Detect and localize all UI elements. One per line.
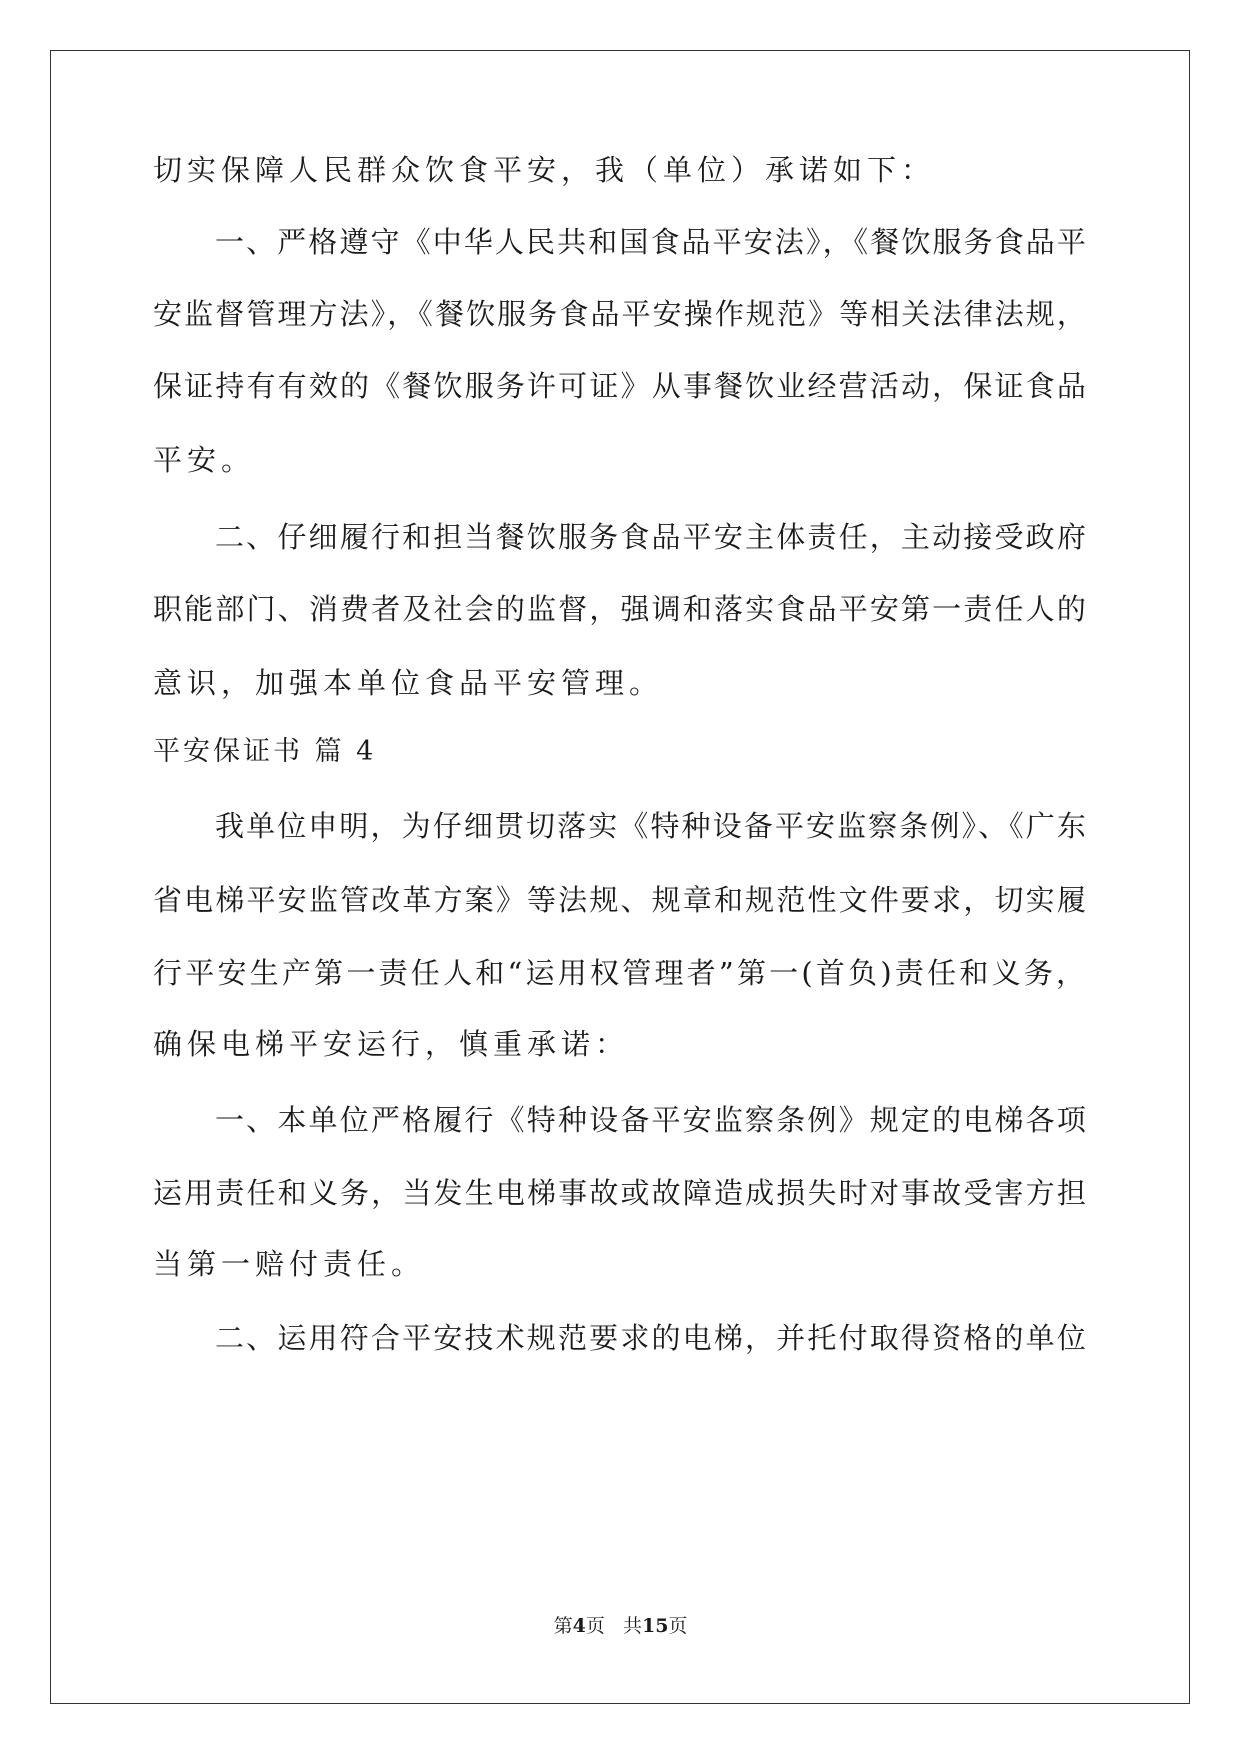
paragraph-line: 省电梯平安监管改革方案》等法规、规章和规范性文件要求，切实履 <box>153 883 1089 917</box>
paragraph-line: 行平安生产第一责任人和“运用权管理者”第一(首负)责任和义务， <box>153 956 1089 990</box>
paragraph-line: 运用责任和义务，当发生电梯事故或故障造成损失时对事故受害方担 <box>153 1176 1089 1210</box>
paragraph-line: 确保电梯平安运行，慎重承诺： <box>153 1027 630 1061</box>
paragraph-line: 平安。 <box>153 443 256 477</box>
paragraph-line: 二、运用符合平安技术规范要求的电梯，并托付取得资格的单位 <box>215 1321 1089 1355</box>
paragraph-line: 安监督管理方法》，《餐饮服务食品平安操作规范》等相关法律法规， <box>153 297 1089 331</box>
footer-page-total: 15 <box>641 1615 669 1637</box>
paragraph-line: 当第一赔付责任。 <box>153 1247 426 1281</box>
footer-total-suffix: 页 <box>668 1615 688 1637</box>
paragraph-line: 一、本单位严格履行《特种设备平安监察条例》规定的电梯各项 <box>215 1103 1089 1137</box>
paragraph-line: 切实保障人民群众饮食平安，我（单位）承诺如下： <box>153 153 936 187</box>
paragraph-line: 二、仔细履行和担当餐饮服务食品平安主体责任，主动接受政府 <box>215 520 1089 554</box>
section-heading: 平安保证书 篇 4 <box>153 736 377 767</box>
footer-page-prefix: 第 <box>553 1615 573 1637</box>
paragraph-line: 意识，加强本单位食品平安管理。 <box>153 666 664 700</box>
paragraph-line: 我单位申明，为仔细贯切落实《特种设备平安监察条例》、《广东 <box>215 809 1089 843</box>
footer-page-suffix: 页 <box>585 1615 605 1637</box>
footer-page-current: 4 <box>572 1615 586 1637</box>
paragraph-line: 一、严格遵守《中华人民共和国食品平安法》，《餐饮服务食品平 <box>215 225 1089 259</box>
paragraph-line: 职能部门、消费者及社会的监督，强调和落实食品平安第一责任人的 <box>153 592 1089 626</box>
paragraph-line: 保证持有有效的《餐饮服务许可证》从事餐饮业经营活动，保证食品 <box>153 369 1089 403</box>
footer-total-prefix: 共 <box>622 1615 642 1637</box>
page-footer <box>0 1614 1241 1638</box>
